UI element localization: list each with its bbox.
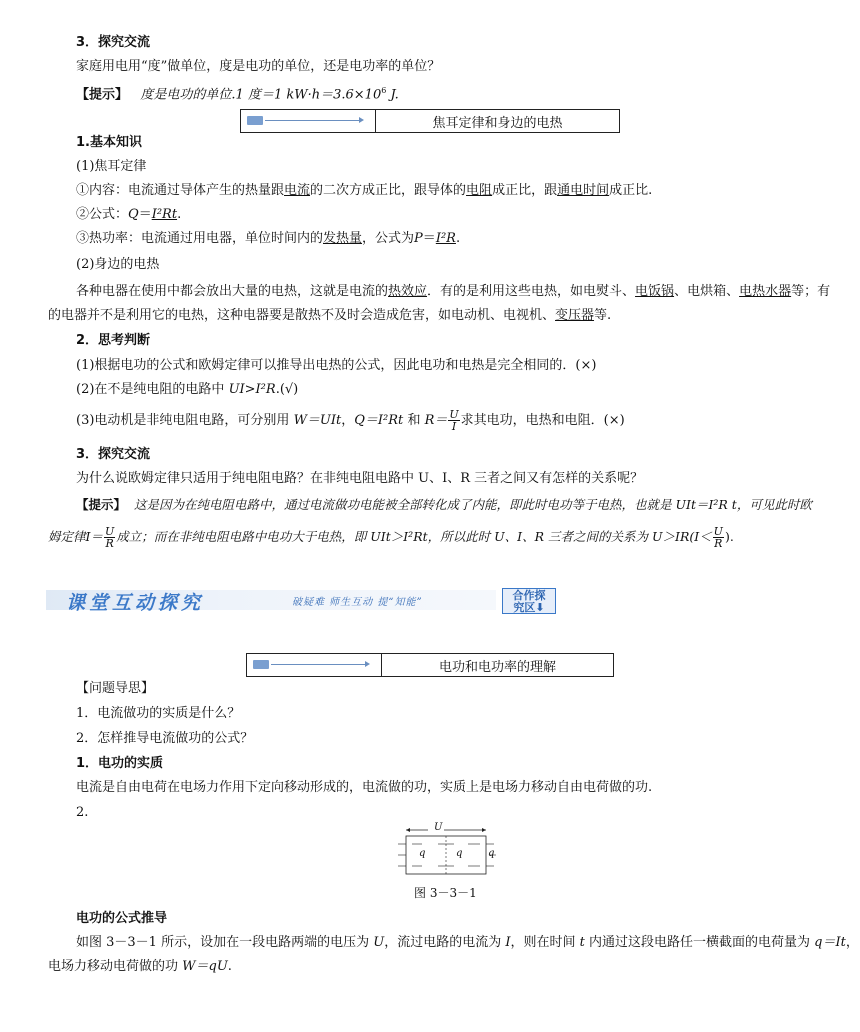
section-heading-basic: 1.基本知识 <box>76 135 142 150</box>
figure-caption: 图 3－3－1 <box>414 886 477 900</box>
topic-box-power <box>246 653 614 677</box>
voltage-label: U <box>434 822 443 833</box>
fraction-u-over-r-2: $\frac{U}{R}$ <box>713 525 723 550</box>
guide-question-1: 1．电流做功的实质是什么？ <box>76 706 241 721</box>
charge-label-2: q <box>456 848 463 859</box>
banner-title: 课堂互动探究 <box>66 592 205 614</box>
hint-text-end: J. <box>386 87 399 103</box>
hint-2-line-2: 姆定律I＝ $\frac{U}{R}$ 成立；而在非纯电阻电路中电功大于电热，即 UIt＞I²Rt，所以此时 U、I、R 三者之间的关系为 U＞IR(I＜ $\frac{U}{R}$ ). <box>48 525 734 550</box>
charge-label-3: q <box>488 848 495 859</box>
topic-tag-icon <box>253 660 269 669</box>
subheading-daily-heat: (2)身边的电热 <box>76 257 160 272</box>
judge-item-1: (1)根据电功的公式和欧姆定律可以推导出电热的公式，因此电功和电热是完全相同的．(×) <box>76 358 597 373</box>
judge-item-2: (2)在不是纯电阻的电路中 UI>I²R.(√) <box>76 382 299 397</box>
daily-heat-para-1: 各种电器在使用中都会放出大量的电热，这就是电流的热效应．有的是利用这些电热，如电熨斗、电饭锅、电烘箱、电热水器等；有 <box>76 284 831 299</box>
hint-1 <box>76 82 399 104</box>
subheading-joule-law: (1)焦耳定律 <box>76 159 147 174</box>
circuit-diagram <box>398 824 498 878</box>
banner-badge: 合作探 究区⬇ <box>502 588 556 614</box>
topic-title: 焦耳定律和身边的电热 <box>432 115 563 131</box>
charge-label-1: q <box>419 848 426 859</box>
derivation-heading: 电功的公式推导 <box>76 911 168 926</box>
explore-question-2: 为什么说欧姆定律只适用于纯电阻电路？在非纯电阻电路中 U、I、R 三者之间又有怎样的关系呢？ <box>76 471 644 486</box>
daily-heat-para-2: 的电器并不是利用它的电热，这种电器要是散热不及时会造成危害，如电动机、电视机、变压器等. <box>48 308 612 323</box>
section-heading-explore-1: 3．探究交流 <box>76 35 151 50</box>
section-heading-work-essence: 1．电功的实质 <box>76 756 164 771</box>
derivation-line-1: 如图 3－3－1 所示，设加在一段电路两端的电压为 U，流过电路的电流为 I，则在时间 t 内通过这段电路任一横截面的电荷量为 q＝It， <box>76 935 859 950</box>
judge-item-3: (3)电动机是非纯电阻电路，可分别用 W＝UIt，Q＝I²Rt 和 R＝ $\frac{U}{I}$ 求其电功，电热和电阻．(×) <box>76 408 625 433</box>
guide-question-2: 2．怎样推导电流做功的公式？ <box>76 731 254 746</box>
section-heading-explore-2: 3．探究交流 <box>76 447 151 462</box>
classroom-banner <box>46 588 558 614</box>
arrow-right-icon <box>271 664 367 665</box>
work-essence-text: 电流是自由电荷在电场力作用下定向移动形成的，电流做的功，实质上是电场力移动自由电荷做的功. <box>76 780 653 795</box>
fraction-u-over-i: $\frac{U}{I}$ <box>449 408 459 433</box>
explore-question-1: 家庭用电用“度”做单位，度是电功的单位，还是电功率的单位？ <box>76 59 441 74</box>
derivation-line-2: 电场力移动电荷做的功 W＝qU. <box>48 959 232 974</box>
topic-title: 电功和电功率的理解 <box>438 659 556 675</box>
hint-exponent: 6 <box>381 86 387 95</box>
topic-tag-icon <box>247 116 263 125</box>
hint-2-line-1: 【提示】 这是因为在纯电阻电路中，通过电流做功电能被全部转化成了内能，即此时电功等于电热，也就是 UIt＝I²R t，可见此时欧 <box>76 497 812 512</box>
topic-box-joule <box>240 109 620 133</box>
item-number-2: 2. <box>76 805 89 820</box>
hint-text: 度是电功的单位.1 度＝1 kW·h＝3.6×10 <box>140 87 382 103</box>
section-heading-judge: 2．思考判断 <box>76 333 151 348</box>
heat-power: ③热功率：电流通过用电器，单位时间内的发热量，公式为P＝I²R. <box>76 231 461 246</box>
joule-law-formula: ②公式：Q＝I²Rt. <box>76 207 182 222</box>
question-guide-label: 【问题导思】 <box>76 681 155 696</box>
fraction-u-over-r: $\frac{U}{R}$ <box>104 525 115 550</box>
joule-law-content: ①内容：电流通过导体产生的热量跟电流的二次方成正比，跟导体的电阻成正比，跟通电时间成正比. <box>76 183 653 198</box>
circuit-figure <box>398 824 498 878</box>
banner-subtitle: 破疑难 师生互动 提“知能” <box>292 597 423 608</box>
arrow-right-icon <box>265 120 361 121</box>
hint-label: 【提示】 <box>76 87 129 103</box>
